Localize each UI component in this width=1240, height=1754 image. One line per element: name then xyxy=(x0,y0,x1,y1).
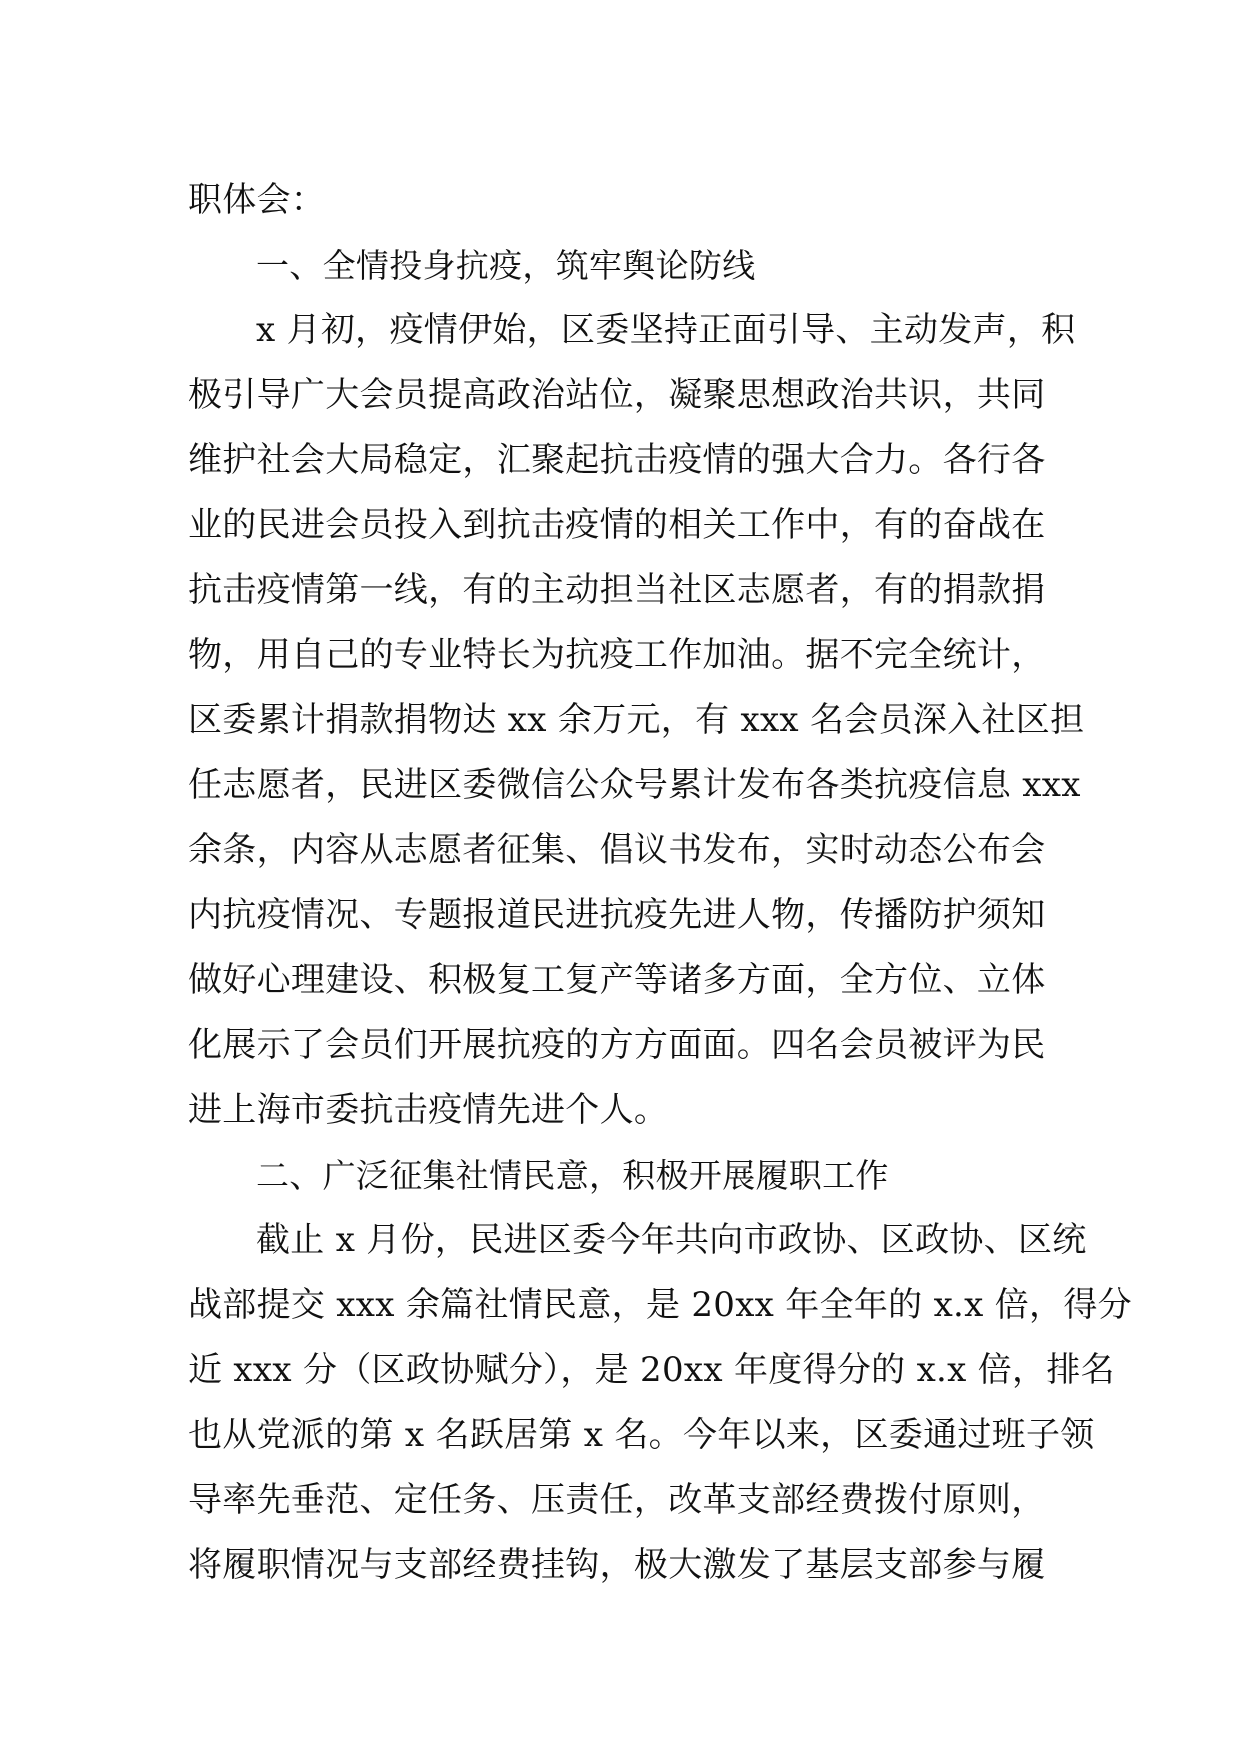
paragraph-line: 余条，内容从志愿者征集、倡议书发布，实时动态公布会 xyxy=(188,830,1046,870)
paragraph-line: 战部提交 xxx 余篇社情民意，是 20xx 年全年的 x.x 倍，得分 xyxy=(188,1285,1132,1325)
paragraph-line: 导率先垂范、定任务、压责任，改革支部经费拨付原则， xyxy=(188,1480,1046,1520)
paragraph-line: 物，用自己的专业特长为抗疫工作加油。据不完全统计， xyxy=(188,635,1046,675)
section-2-heading: 二、广泛征集社情民意，积极开展履职工作 xyxy=(256,1156,889,1195)
paragraph-line: 维护社会大局稳定，汇聚起抗击疫情的强大合力。各行各 xyxy=(188,440,1046,480)
paragraph-line: 任志愿者，民进区委微信公众号累计发布各类抗疫信息 xxx xyxy=(188,765,1081,805)
intro-tail: 职体会： xyxy=(188,180,326,220)
section-1-heading: 一、全情投身抗疫，筑牢舆论防线 xyxy=(256,246,756,285)
document-page xyxy=(188,168,1132,1598)
paragraph-line: 内抗疫情况、专题报道民进抗疫先进人物，传播防护须知 xyxy=(188,895,1046,935)
paragraph-line: x 月初，疫情伊始，区委坚持正面引导、主动发声，积 xyxy=(256,310,1076,350)
paragraph-line: 将履职情况与支部经费挂钩，极大激发了基层支部参与履 xyxy=(188,1545,1046,1585)
section-2-body xyxy=(188,1208,1132,1598)
paragraph-line: 业的民进会员投入到抗击疫情的相关工作中，有的奋战在 xyxy=(188,505,1046,545)
paragraph-line: 做好心理建设、积极复工复产等诸多方面，全方位、立体 xyxy=(188,960,1046,1000)
paragraph-line: 极引导广大会员提高政治站位，凝聚思想政治共识，共同 xyxy=(188,375,1046,415)
paragraph-line: 化展示了会员们开展抗疫的方方面面。四名会员被评为民 xyxy=(188,1025,1046,1065)
paragraph-line: 截止 x 月份，民进区委今年共向市政协、区政协、区统 xyxy=(256,1220,1087,1260)
section-1-body xyxy=(188,298,1085,1143)
paragraph-line: 抗击疫情第一线，有的主动担当社区志愿者，有的捐款捐 xyxy=(188,570,1046,610)
paragraph-line: 也从党派的第 x 名跃居第 x 名。今年以来，区委通过班子领 xyxy=(188,1415,1095,1455)
paragraph-line: 近 xxx 分（区政协赋分），是 20xx 年度得分的 x.x 倍，排名 xyxy=(188,1350,1115,1390)
paragraph-line: 进上海市委抗击疫情先进个人。 xyxy=(188,1090,669,1130)
paragraph-line: 区委累计捐款捐物达 xx 余万元，有 xxx 名会员深入社区担 xyxy=(188,700,1085,740)
